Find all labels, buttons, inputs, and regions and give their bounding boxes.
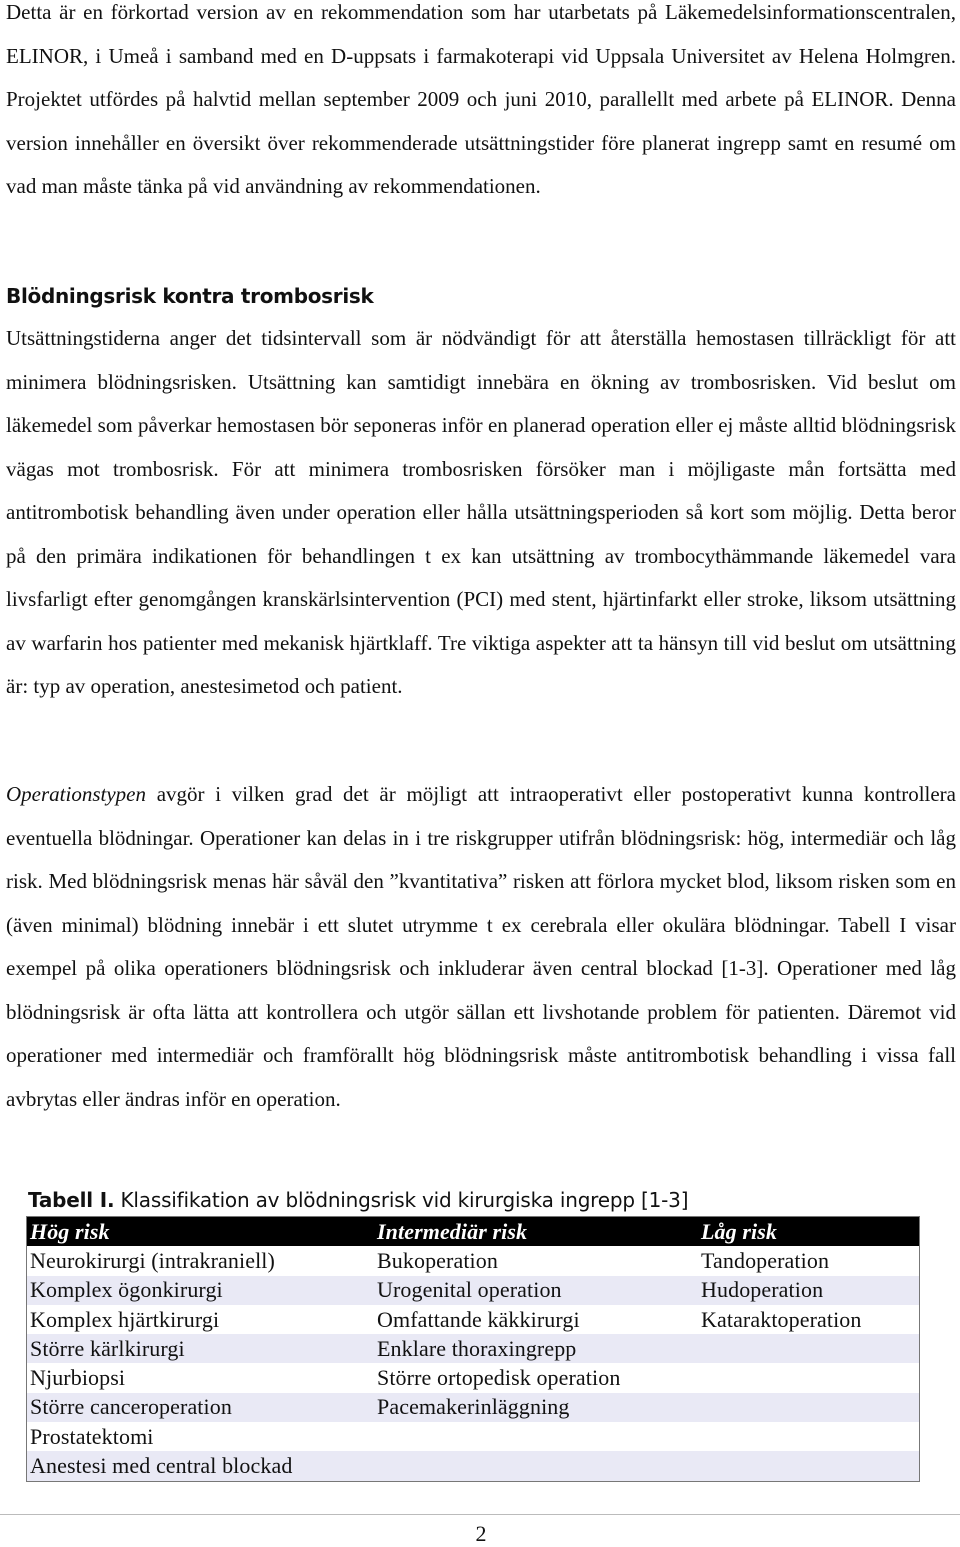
table-cell: Urogenital operation — [377, 1277, 562, 1303]
table-cell: Större ortopedisk operation — [377, 1365, 621, 1391]
table-header-cell: Intermediär risk — [377, 1218, 528, 1244]
table-header-cell: Låg risk — [701, 1218, 777, 1244]
table-cell: Komplex hjärtkirurgi — [30, 1306, 220, 1332]
table-header-row — [27, 1217, 919, 1246]
operation-type-term: Operationstypen — [6, 782, 146, 806]
operation-type-body: avgör i vilken grad det är möjligt att intraoperativt eller postoperativt kunna kontrollera eventuella blödningar. Operationer kan delas in i tre riskgrupper utifrån blödningsrisk: hög, intermediär och låg risk. Med blödningsrisk menas här såväl den ”kvantitativa” risken att förlora mycket blod, liksom risken som en (även minimal) blödning innebär i ett slutet utrymme t ex cerebrala eller okulära blödningar. Tabell I visar exempel på olika operationers blödningsrisk och inkluderar även central blockad [1-3]. Operationer med låg blödningsrisk är ofta lätta att kontrollera och utgör sällan ett livshotande problem för patienten. Däremot vid operationer med intermediär och framförallt hög blödningsrisk måste antitrombotisk behandling i vissa fall avbrytas eller ändras inför en operation. — [6, 782, 956, 1111]
table-row — [27, 1451, 919, 1480]
table-cell: Komplex ögonkirurgi — [30, 1277, 223, 1303]
table-cell: Pacemakerinläggning — [377, 1394, 570, 1420]
table-caption — [28, 1186, 688, 1214]
table-cell: Anestesi med central blockad — [30, 1453, 293, 1479]
table-cell: Större kärlkirurgi — [30, 1335, 185, 1361]
table-row — [27, 1305, 919, 1334]
table-cell: Större canceroperation — [30, 1394, 232, 1420]
table-caption-text: Klassifikation av blödningsrisk vid kirurgiska ingrepp [1-3] — [114, 1188, 689, 1212]
table-cell: Bukoperation — [377, 1247, 498, 1273]
table-cell: Omfattande käkkirurgi — [377, 1306, 580, 1332]
intro-paragraph: Detta är en förkortad version av en rekommendation som har utarbetats på Läkemedelsinformationscentralen, ELINOR, i Umeå i samband med en D-uppsats i farmakoterapi vid Uppsala Universitet av Helena Holmgren. Projektet utfördes på halvtid mellan september 2009 och juni 2010, parallellt med arbete på ELINOR. Denna version innehåller en översikt över rekommenderade utsättningstider före planerat ingrepp samt en resumé om vad man måste tänka på vid användning av rekommendationen. — [6, 0, 956, 198]
table-cell: Kataraktoperation — [701, 1306, 862, 1332]
table-row — [27, 1422, 919, 1451]
table-row — [27, 1334, 919, 1363]
table-caption-label: Tabell I. — [28, 1188, 115, 1212]
table-row — [27, 1363, 919, 1392]
table-cell: Enklare thoraxingrepp — [377, 1335, 577, 1361]
table-row — [27, 1246, 919, 1275]
bleeding-risk-table — [26, 1216, 920, 1482]
document-page — [6, 0, 956, 1546]
table-row — [27, 1276, 919, 1305]
page-number: 2 — [475, 1521, 487, 1546]
table-cell: Njurbiopsi — [30, 1365, 126, 1391]
table-cell: Prostatektomi — [30, 1423, 154, 1449]
table-row — [27, 1393, 919, 1422]
table-cell: Tandoperation — [701, 1247, 830, 1273]
table-cell: Neurokirurgi (intrakraniell) — [30, 1247, 275, 1273]
operation-type-paragraph — [6, 773, 956, 1121]
section-body-paragraph: Utsättningstiderna anger det tidsintervall som är nödvändigt för att återställa hemostasen tillräckligt för att minimera blödningsrisken. Utsättning kan samtidigt innebära en ökning av trombosrisken. Vid beslut om läkemedel som påverkar hemostasen bör seponeras inför en planerad operation eller ej måste alltid blödningsrisk vägas mot trombosrisk. För att minimera trombosrisken försöker man i möjligaste mån fortsätta med antitrombotisk behandling även under operation eller hålla utsättningsperioden så kort som möjlig. Detta beror på den primära indikationen för behandlingen t ex kan utsättning av trombocythämmande läkemedel vara livsfarligt efter genomgången kranskärlsintervention (PCI) med stent, hjärtinfarkt eller stroke, liksom utsättning av warfarin hos patienter med mekanisk hjärtklaff. Tre viktiga aspekter att ta hänsyn till vid beslut om utsättning är: typ av operation, anestesimetod och patient. — [6, 326, 956, 698]
table-header-cell: Hög risk — [30, 1218, 110, 1244]
table-cell: Hudoperation — [701, 1277, 824, 1303]
section-heading: Blödningsrisk kontra trombosrisk — [6, 284, 374, 308]
footer-divider — [0, 1514, 960, 1515]
